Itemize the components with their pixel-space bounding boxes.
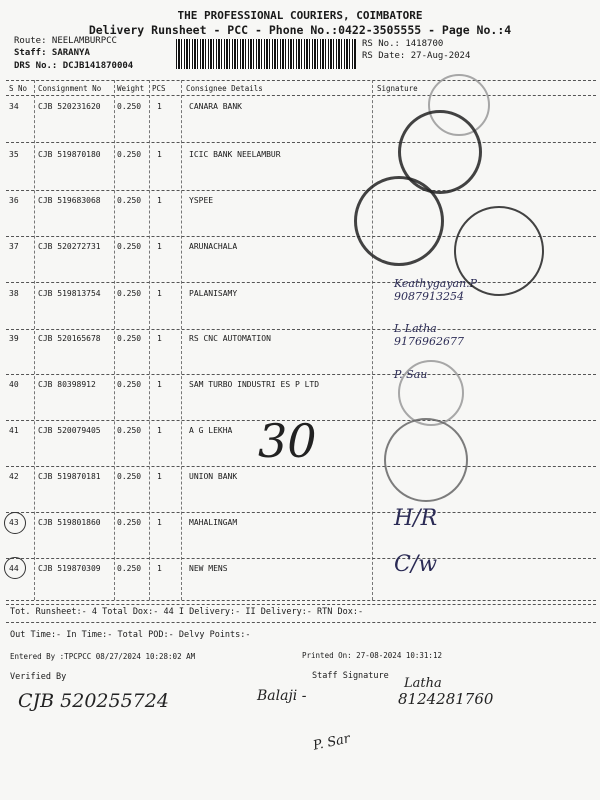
cell-consignment-no: CJB 520231620 bbox=[38, 102, 101, 111]
cell-sno: 36 bbox=[9, 196, 19, 205]
handwritten-signature: L Latha 9176962677 bbox=[394, 322, 464, 348]
sno-circle bbox=[4, 557, 26, 579]
column-divider bbox=[372, 80, 373, 600]
cell-sno: 39 bbox=[9, 334, 19, 343]
entered-by: Entered By :TPCPCC 08/27/2024 10:28:02 AM bbox=[10, 652, 196, 661]
cell-consignment-no: CJB 519801860 bbox=[38, 518, 101, 527]
column-divider bbox=[34, 80, 35, 600]
cell-consignment-no: CJB 519683068 bbox=[38, 196, 101, 205]
handwritten-cjb-number: CJB 520255724 bbox=[18, 690, 169, 712]
footer-rule bbox=[6, 622, 596, 623]
handwritten-phone: 8124281760 bbox=[398, 690, 494, 708]
cell-consignment-no: CJB 519813754 bbox=[38, 289, 101, 298]
cell-sno: 41 bbox=[9, 426, 19, 435]
handwritten-signature: H/R bbox=[394, 506, 438, 531]
cell-pcs: 1 bbox=[157, 150, 162, 159]
cell-weight: 0.250 bbox=[117, 518, 142, 527]
cell-sno: 40 bbox=[9, 380, 19, 389]
column-header-consignment: Consignment No bbox=[38, 84, 102, 93]
header-bottom-rule bbox=[6, 95, 596, 96]
cell-weight: 0.250 bbox=[117, 150, 142, 159]
cell-pcs: 1 bbox=[157, 564, 162, 573]
cell-weight: 0.250 bbox=[117, 564, 142, 573]
row-separator bbox=[6, 190, 596, 191]
table-bottom-rule bbox=[6, 600, 596, 601]
cell-consignment-no: CJB 519870181 bbox=[38, 472, 101, 481]
cell-sno: 35 bbox=[9, 150, 19, 159]
cell-consignee: CANARA BANK bbox=[189, 102, 242, 111]
cell-consignment-no: CJB 520079405 bbox=[38, 426, 101, 435]
cell-consignee: A G LEKHA bbox=[189, 426, 233, 435]
handwritten-balaji: Balaji - bbox=[257, 688, 307, 704]
column-header-weight: Weight bbox=[117, 84, 145, 93]
handwritten-signature: Keathygayan.P 9087913254 bbox=[394, 277, 478, 303]
cell-consignee: PALANISAMY bbox=[189, 289, 238, 298]
stamp-sam-turbo bbox=[398, 360, 464, 426]
cell-sno: 37 bbox=[9, 242, 19, 251]
annotation-thirty: 30 bbox=[258, 414, 317, 468]
cell-sno: 44 bbox=[9, 564, 19, 573]
row-separator bbox=[6, 329, 596, 330]
sno-circle bbox=[4, 512, 26, 534]
cell-consignment-no: CJB 519870309 bbox=[38, 564, 101, 573]
column-divider bbox=[149, 80, 150, 600]
row-separator bbox=[6, 142, 596, 143]
cell-consignee: YSPEE bbox=[189, 196, 214, 205]
cell-consignee: SAM TURBO INDUSTRI ES P LTD bbox=[189, 380, 320, 389]
company-title: THE PROFESSIONAL COURIERS, COIMBATORE bbox=[177, 9, 423, 22]
cell-weight: 0.250 bbox=[117, 426, 142, 435]
cell-pcs: 1 bbox=[157, 426, 162, 435]
cell-consignee: RS CNC AUTOMATION bbox=[189, 334, 271, 343]
verified-by: Verified By bbox=[10, 672, 67, 682]
cell-consignee: UNION BANK bbox=[189, 472, 238, 481]
cell-consignment-no: CJB 520272731 bbox=[38, 242, 101, 251]
column-divider bbox=[181, 80, 182, 600]
stamp-yes bbox=[354, 176, 444, 266]
cell-pcs: 1 bbox=[157, 196, 162, 205]
totals-line: Tot. Runsheet:- 4 Total Dox:- 44 I Delivery:- II Delivery:- RTN Dox:- bbox=[10, 607, 364, 617]
runsheet-subtitle: Delivery Runsheet - PCC - Phone No.:0422-3505555 - Page No.:4 bbox=[88, 23, 512, 37]
cell-consignee: NEW MENS bbox=[189, 564, 228, 573]
cell-consignment-no: CJB 80398912 bbox=[38, 380, 96, 389]
cell-pcs: 1 bbox=[157, 334, 162, 343]
staff-signature-label: Staff Signature bbox=[312, 671, 389, 681]
cell-weight: 0.250 bbox=[117, 472, 142, 481]
row-separator bbox=[6, 374, 596, 375]
cell-sno: 42 bbox=[9, 472, 19, 481]
row-separator bbox=[6, 558, 596, 559]
cell-weight: 0.250 bbox=[117, 102, 142, 111]
header-top-rule bbox=[6, 80, 596, 81]
cell-sno: 38 bbox=[9, 289, 19, 298]
cell-sno: 34 bbox=[9, 102, 19, 111]
cell-weight: 0.250 bbox=[117, 380, 142, 389]
printed-on: Printed On: 27-08-2024 10:31:12 bbox=[302, 651, 442, 660]
column-header-signature: Signature bbox=[377, 84, 418, 93]
cell-pcs: 1 bbox=[157, 380, 162, 389]
cell-consignee: MAHALINGAM bbox=[189, 518, 238, 527]
cell-pcs: 1 bbox=[157, 518, 162, 527]
stamp-arunachala bbox=[454, 206, 544, 296]
cell-weight: 0.250 bbox=[117, 289, 142, 298]
rs-date-label: RS Date: 27-Aug-2024 bbox=[362, 51, 471, 61]
column-divider bbox=[114, 80, 115, 600]
cell-pcs: 1 bbox=[157, 102, 162, 111]
handwritten-signature: P. Sau bbox=[394, 368, 428, 381]
barcode bbox=[176, 39, 356, 69]
row-separator bbox=[6, 604, 596, 605]
cell-pcs: 1 bbox=[157, 289, 162, 298]
rs-no-label: RS No.: 1418700 bbox=[362, 39, 444, 49]
handwritten-signature: C/w bbox=[394, 552, 438, 577]
cell-consignee: ARUNACHALA bbox=[189, 242, 238, 251]
cell-weight: 0.250 bbox=[117, 334, 142, 343]
column-header-sno: S No bbox=[9, 84, 28, 93]
route-label: Route: NEELAMBURPCC bbox=[14, 36, 117, 46]
cell-weight: 0.250 bbox=[117, 196, 142, 205]
row-separator bbox=[6, 512, 596, 513]
drs-label: DRS No.: DCJB141870004 bbox=[14, 61, 134, 71]
stamp-union bbox=[384, 418, 468, 502]
cell-consignee: ICIC BANK NEELAMBUR bbox=[189, 150, 281, 159]
cell-consignment-no: CJB 519870180 bbox=[38, 150, 101, 159]
cell-weight: 0.250 bbox=[117, 242, 142, 251]
cell-pcs: 1 bbox=[157, 242, 162, 251]
handwritten-latha: Latha bbox=[404, 676, 442, 691]
cell-consignment-no: CJB 520165678 bbox=[38, 334, 101, 343]
times-line: Out Time:- In Time:- Total POD:- Delvy Points:- bbox=[10, 630, 251, 640]
column-header-pcs: PCS bbox=[152, 84, 166, 93]
staff-label: Staff: SARANYA bbox=[14, 48, 90, 58]
cell-pcs: 1 bbox=[157, 472, 162, 481]
cell-sno: 43 bbox=[9, 518, 19, 527]
column-header-consignee: Consignee Details bbox=[186, 84, 263, 93]
handwritten-psar: P. Sar bbox=[311, 731, 352, 754]
